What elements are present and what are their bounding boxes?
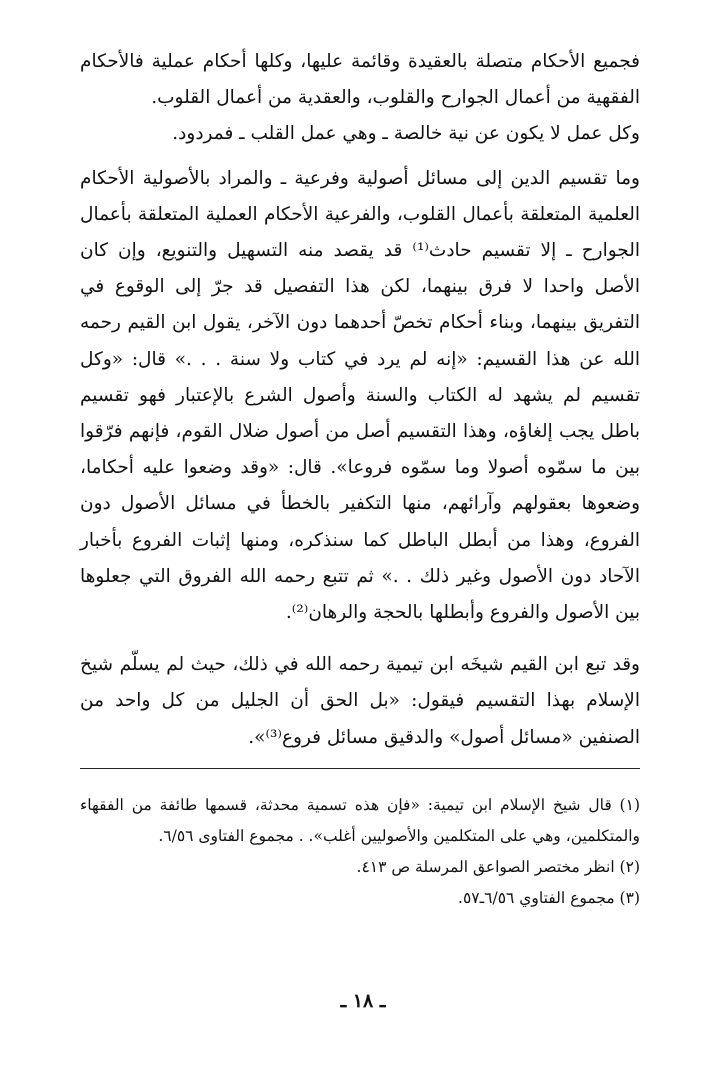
main-text [80, 44, 640, 756]
paragraph-4: وقد تبع ابن القيم شيخَه ابن تيمية رحمه الله في ذلك، حيث لم يسلّم شيخ الإسلام بهذا التقسيم فيقول: «بل الحق أن الجليل من كل واحد من الصنفين «مسائل أصول» والدقيق مسائل فروع⁽³⁾». [80, 654, 640, 748]
footnote-3: (٣) مجموع الفتاوي ٦/٥٦ـ٥٧. [458, 889, 640, 907]
paragraph-3: وما تقسيم الدين إلى مسائل أصولية وفرعية ـ والمراد بالأصولية الأحكام العلمية المتعلقة بأعمال القلوب، والفرعية الأحكام العملية المتعلقة بأعمال الجوارح ـ إلا تقسيم حادث⁽¹⁾ قد يقصد منه التسهيل والتنويع، وإن كان الأصل واحدا لا فرق بينهما، لكن هذا التفصيل قد جرّ إلى الوقوع في التفريق بينهما، وبناء أحكام تخصّ أحدهما دون الآخر، يقول ابن القيم رحمه الله عن هذا القسيم: «إنه لم يرد في كتاب ولا سنة . . .» قال: «وكل تقسيم لم يشهد له الكتاب والسنة وأصول الشرع بالإعتبار فهو تقسيم باطل يجب إلغاؤه، وهذا التقسيم أصل من أصول ضلال القوم، فإنهم فرّقوا بين ما سمّوه أصولا وما سمّوه فروعا». قال: «وقد وضعوا عليه أحكاما، وضعوها بعقولهم وآرائهم، منها التكفير بالخطأ في مسائل الأصول دون الفروع، وهذا من أبطل الباطل كما سنذكره، ومنها إثبات الفروع بأخبار الآحاد دون الأصول وغير ذلك . .» ثم تتبع رحمه الله الفروق التي جعلوها بين الأصول والفروع وأبطلها بالحجة والرهان⁽²⁾. [80, 167, 640, 624]
paragraph-1: فجميع الأحكام متصلة بالعقيدة وقائمة عليها، وكلها أحكام عملية فالأحكام الفقهية من أعمال الجوارح والقلوب، والعقدية من أعمال القلوب. [80, 51, 640, 109]
footnotes [80, 790, 640, 914]
footnote-separator [80, 768, 640, 769]
page-number: ـ ١٨ ـ [340, 990, 386, 1012]
footnote-2: (٢) انظر مختصر الصواعق المرسلة ص ٤١٣. [356, 858, 640, 876]
footnote-1: (١) قال شيخ الإسلام ابن تيمية: «فإن هذه تسمية محدثة، قسمها طائفة من الفقهاء والمتكلمين، وهي على المتكلمين والأصوليين أغلب». . مجموع الفتاوى ٦/٥٦. [80, 796, 640, 845]
paragraph-2: وكل عمل لا يكون عن نية خالصة ـ وهي عمل القلب ـ فمردود. [172, 123, 640, 145]
